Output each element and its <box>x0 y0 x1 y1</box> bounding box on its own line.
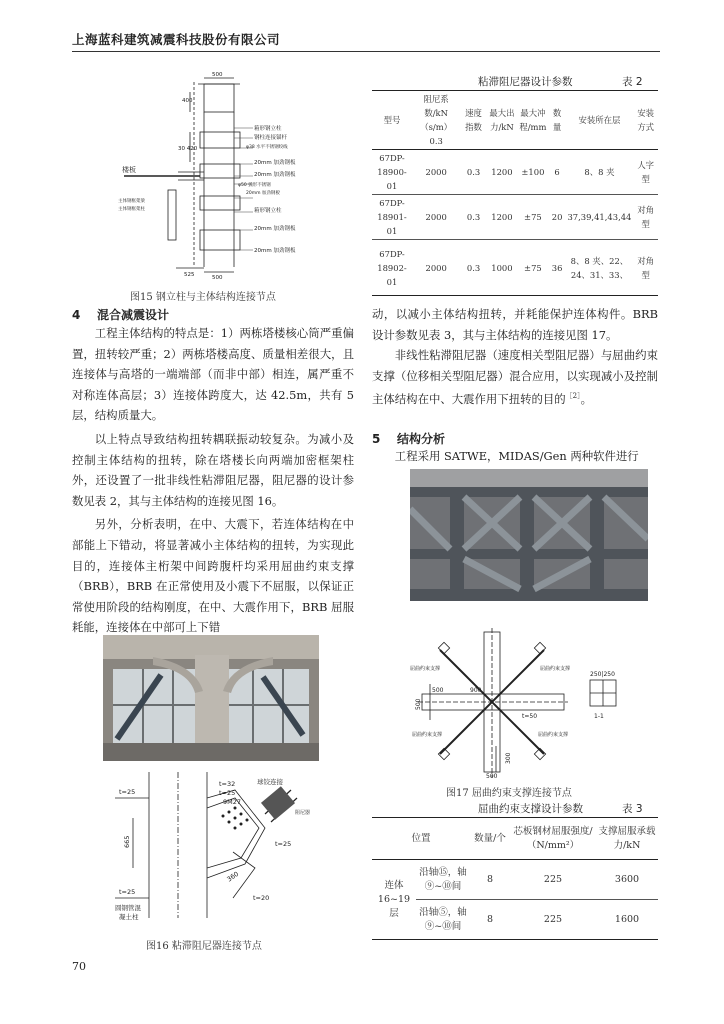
table-cell: 67DP-18902-01 <box>377 248 407 287</box>
fig17-dim-500-c: 500 <box>486 773 498 780</box>
table2-header-max-stroke: 最大冲程/mm <box>519 108 547 132</box>
brb-truss-photo <box>410 469 648 601</box>
fig15-dim-525: 525 <box>184 272 195 278</box>
fig15-label-4: 20mm 加劲钢板 <box>254 160 296 166</box>
fig16-dim-360: 360 <box>225 869 241 884</box>
table-cell: 225 <box>543 873 563 885</box>
page-number: 70 <box>72 960 86 973</box>
citation-ref: ［2］ <box>565 392 581 401</box>
fig16-t25-c: t=25 <box>275 840 292 848</box>
table2-header-velocity-exp: 速度指数 <box>465 108 482 132</box>
table3-number: 表 3 <box>622 803 643 815</box>
table2 <box>372 90 658 296</box>
fig15-caption: 图15 钢立柱与主体结构连接节点 <box>130 292 276 303</box>
fig15-dim-400: 400 <box>182 98 193 104</box>
fig16-t25-d: t=25 <box>119 888 136 896</box>
fig15-dim-top: 500 <box>212 72 223 78</box>
table-cell: 3600 <box>614 873 640 885</box>
fig17-brb-label-1: 屈曲约束支撑 <box>410 666 441 672</box>
table-cell: 8、8 夹、22、24、31、33、 <box>570 255 629 280</box>
fig17-brb-label-4: 屈曲约束支撑 <box>538 732 569 738</box>
section-5-heading: 5 结构分析 <box>372 432 446 446</box>
table2-title: 粘滞阻尼器设计参数 <box>478 76 573 88</box>
fig16-t20: t=20 <box>253 894 270 902</box>
fig17-dim-500-a: 500 <box>432 687 444 694</box>
table-cell: 沿轴⑮，轴⑨~⑩间 <box>419 866 467 892</box>
section-4-heading: 4 混合减震设计 <box>72 308 170 322</box>
table-row <box>372 195 658 240</box>
section-4-paragraph-3: 另外，分析表明，在中、大震下，若连体结构在中部能上下错动，将显著减小主体结构的扭转，为实现此目的，连接体主桁架中间跨腹杆均采用屈曲约束支撑（BRB），BRB 在正常使用及小震下不屈服，以保证正常使用阶段的结构刚度，在中、大震作用下，BRB 屈服耗能，连接体在中部可上下错 <box>72 517 354 635</box>
table3-header-quantity: 数量/个 <box>474 832 506 844</box>
fig15-label-7: 20mm 加劲钢板 <box>246 191 280 196</box>
fig17-brb-label-3: 屈曲约束支撑 <box>412 732 443 738</box>
fig16-dim-665: 665 <box>123 835 131 848</box>
fig16-damper: 阻尼器 <box>295 810 311 816</box>
table3-group-label: 连体 16~19 层 <box>377 879 411 919</box>
right-paragraph-2 <box>372 345 658 410</box>
table-cell: ±100 <box>521 167 545 177</box>
right-paragraph-2-end: 。 <box>580 392 593 407</box>
table3-title: 屈曲约束支撑设计参数 <box>478 803 583 815</box>
fig15-dim-30-420: 30 420 <box>178 146 198 152</box>
table-cell: 2000 <box>425 167 447 177</box>
table-cell: 1200 <box>491 167 513 177</box>
fig15-label-3: φ38 水平不锈钢绞线 <box>246 145 288 150</box>
fig17-brb-label-2: 屈曲约束支撑 <box>540 666 571 672</box>
table-cell: 0.3 <box>466 262 481 273</box>
fig17-dim-500-b: 500 <box>415 698 422 710</box>
table-cell: 8 <box>486 873 494 885</box>
table-cell: 0.3 <box>466 212 481 222</box>
table-cell: 沿轴⑤，轴⑨~⑩间 <box>419 906 467 932</box>
table-cell: 1000 <box>491 262 513 273</box>
fig15-label-2: 钢柱连接锚杆 <box>254 135 288 141</box>
table-cell: ±75 <box>524 262 542 273</box>
table-cell: 67DP-18901-01 <box>377 198 407 236</box>
table2-header-max-force: 最大出力/kN <box>489 108 515 132</box>
fig15-left-label-2: 主体钢框架柱 <box>118 207 145 212</box>
table-cell: ±75 <box>524 212 542 222</box>
table-cell: 20 <box>551 212 563 222</box>
header-rule <box>72 51 660 52</box>
fig15-label-1: 箱形钢立柱 <box>254 126 282 132</box>
table2-number: 表 2 <box>622 76 643 88</box>
fig16-t32: t=32 <box>219 780 236 788</box>
fig16-caption: 图16 粘滞阻尼器连接节点 <box>146 941 262 952</box>
table-cell: 1600 <box>614 913 640 925</box>
table-cell: 37,39,41,43,44 <box>567 212 632 222</box>
table-cell: 67DP-18900-01 <box>377 153 407 191</box>
damper-installation-photo <box>103 635 319 761</box>
fig15-drawing <box>118 72 308 280</box>
fig17-t50: t=50 <box>522 713 538 720</box>
fig15-label-5: 20mm 加劲钢板 <box>254 172 296 178</box>
fig17-dim-300: 300 <box>505 752 512 764</box>
table-row <box>372 860 658 900</box>
running-header: 上海蓝科建筑减震科技股份有限公司 <box>72 32 281 47</box>
table-cell: 2000 <box>425 212 447 222</box>
table-cell: 对角型 <box>637 205 655 229</box>
table-row <box>372 150 658 195</box>
right-paragraph-1: 动，以减小主体结构扭转，并耗能保护连体构件。BRB 设计参数见表 3，其与主体结构的连接见图 17。 <box>372 307 658 342</box>
right-paragraph-3: 工程采用 SATWE，MIDAS/Gen 两种软件进行 <box>394 449 639 463</box>
table-cell: 对角型 <box>637 255 655 280</box>
fig17-caption: 图17 屈曲约束支撑连接节点 <box>446 788 572 799</box>
table-cell: 6 <box>554 167 560 177</box>
table-cell: 人字型 <box>637 160 655 184</box>
table2-header-method: 安装方式 <box>637 108 655 132</box>
fig17-dim-250: 250|250 <box>590 671 615 678</box>
fig15-label-6: φ50 弧形不锈钢 <box>238 183 271 188</box>
fig15-dim-bottom: 500 <box>212 275 223 280</box>
fig16-t25-b: t=25 <box>119 788 136 796</box>
section-4-body <box>72 323 354 638</box>
fig16-t25-a: t=25 <box>219 789 236 797</box>
table-cell: 2000 <box>425 262 447 273</box>
table3-header-yield-strength: 芯板钢材屈服强度/（N/mm²） <box>513 825 593 851</box>
fig15-floor-label: 楼板 <box>122 166 136 174</box>
fig16-drawing <box>115 768 320 928</box>
table-cell: 8、8 夹 <box>584 167 615 177</box>
fig16-note-2: 凝土柱 <box>119 913 139 921</box>
table3-header-location: 位置 <box>411 832 431 844</box>
fig15-label-9: 20mm 加劲钢板 <box>254 226 296 232</box>
fig15-label-10: 20mm 加劲钢板 <box>254 248 296 254</box>
table-cell: 225 <box>543 913 563 925</box>
fig17-section: 1-1 <box>594 713 604 720</box>
table2-header-damping: 阻尼系数/kN（s/m）0.3 <box>420 94 453 146</box>
table2-header-floors: 安装所在层 <box>578 115 621 125</box>
fig16-bolts: 9M27 <box>223 798 242 806</box>
fig17-dim-900: 900 <box>470 687 482 694</box>
fig15-left-label-1: 主体钢框架梁 <box>118 199 145 204</box>
right-paragraph-2-text: 非线性粘滞阻尼器（速度相关型阻尼器）与屈曲约束支撑（位移相关型阻尼器）混合应用，以实现减小及控制主体结构在中、大震作用下扭转的目的 <box>372 348 658 407</box>
table-cell: 0.3 <box>466 167 481 177</box>
fig16-note-1: 圆钢管混 <box>115 904 141 912</box>
section-4-paragraph-1: 工程主体结构的特点是：1）两栋塔楼核心筒严重偏置，扭转较严重；2）两栋塔楼高度、质量相差很大，且连接体与高塔的一端端部（而非中部）相连，属严重不对称连体高层；3）连接体跨度大，达 42.5m，共有 5 层，结构质量大。 <box>72 326 354 423</box>
table-cell: 1200 <box>491 212 513 222</box>
fig17-drawing <box>410 628 658 780</box>
right-column-body <box>372 304 658 410</box>
fig15-label-8: 箱形钢立柱 <box>254 208 282 214</box>
section-4-paragraph-2: 以上特点导致结构扭转耦联振动较复杂。为减小及控制主体结构的扭转，除在塔楼长向两端加密框架柱外，还设置了一批非线性粘滞阻尼器，阻尼器的设计参数见表 2，其与主体结构的连接见图 16。 <box>72 431 354 508</box>
table3 <box>372 817 658 940</box>
table3-header-capacity: 支撑屈服承载力/kN <box>598 825 656 851</box>
table-cell: 36 <box>551 262 563 273</box>
table2-header-quantity: 数量 <box>552 108 562 132</box>
table-cell: 8 <box>486 913 494 925</box>
table-row <box>372 240 658 296</box>
fig16-ball-joint: 球铰连接 <box>257 778 283 786</box>
table2-header-model: 型号 <box>383 115 401 125</box>
